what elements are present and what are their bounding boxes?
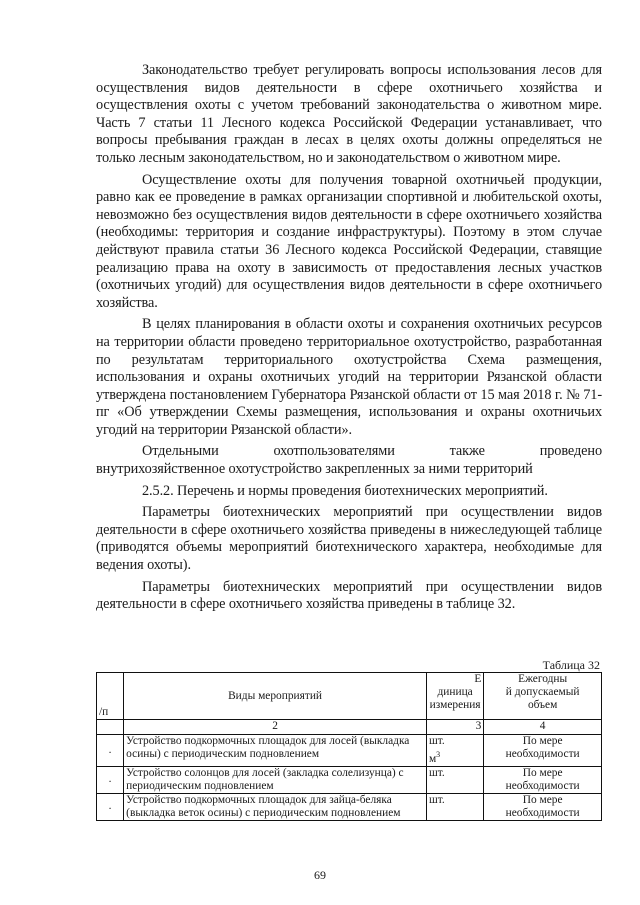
paragraph-hunters-line1: Отдельными охотпользователями также проведено — [142, 443, 602, 460]
col-number-4: 4 — [484, 720, 602, 735]
row-num: . — [97, 766, 124, 793]
header-volume-top: Ежегодны — [518, 673, 568, 685]
paragraph-params-1: Параметры биотехнических мероприятий при осуществлении видов деятельности в сфере охотничьего хозяйства приведены в нижеследующей таблице (приводятся объемы мероприятий биотехнического характера, необходимые для ведения охоты). — [96, 504, 602, 574]
row-activity: Устройство подкормочных площадок для зайца-беляка (выкладка веток осины) с периодическим подновлением — [124, 793, 427, 820]
header-volume — [484, 673, 602, 720]
header-num: /п — [97, 673, 124, 720]
row-num: . — [97, 735, 124, 767]
paragraph-planning: В целях планирования в области охоты и сохранения охотничьих ресурсов на территории области проведено территориальное охотустройство, разработанная по результатам территориального охотустройства Схема размещения, использования и охраны охотничьих угодий на территории Рязанской области утверждена постановлением Губернатора Рязанской области от 15 мая 2018 г. № 71-пг «Об утверждении Схемы размещения, использования и охраны охотничьих угодий на территории Рязанской области». — [96, 316, 602, 438]
header-unit-mid: диница — [437, 686, 473, 698]
document-body — [96, 62, 602, 618]
row-num: . — [97, 793, 124, 820]
page-number: 69 — [314, 868, 326, 882]
table-number-row — [97, 720, 602, 735]
col-number-1 — [97, 720, 124, 735]
paragraph-hunting: Осуществление охоты для получения товарной охотничьей продукции, равно как ее проведение в рамках организации спортивной и любительской охоты, невозможно без осуществления видов деятельности в сфере охотничьего хозяйства (необходимы: территория и создание инфраструктуры). Поэтому в этом случае действуют правила статьи 36 Лесного кодекса Российской Федерации, ставящие реализацию права на охоту в зависимость от предоставления лесных участков (охотничьих угодий) для осуществления видов деятельности в сфере охотничьего хозяйства. — [96, 171, 602, 311]
paragraph-legislation: Законодательство требует регулировать вопросы использования лесов для осуществления видов деятельности в сфере охотничьего хозяйства и осуществления охоты с учетом требований законодательства о животном мире. Часть 7 статьи 11 Лесного кодекса Российской Федерации устанавливает, что вопросы пребывания граждан в лесах в целях охоты должны определяться не только лесным законодательством, но и законодательством о животном мире. — [96, 62, 602, 166]
table-row — [97, 766, 602, 793]
row-unit-line1: шт. — [428, 735, 445, 747]
table-row — [97, 735, 602, 767]
header-unit — [426, 673, 483, 720]
header-volume-mid: й допускаемый — [505, 686, 580, 698]
header-activity: Виды мероприятий — [124, 673, 427, 720]
header-volume-bot: объем — [527, 699, 558, 711]
paragraph-params-2: Параметры биотехнических мероприятий при осуществлении видов деятельности в сфере охотничьего хозяйства приведены в таблице 32. — [96, 578, 602, 613]
table-header-row — [97, 673, 602, 720]
row-unit-line2: $м^3$ — [428, 750, 441, 765]
row-unit: шт. — [426, 793, 483, 820]
header-unit-top: Е — [474, 673, 482, 685]
biotech-table — [96, 672, 602, 821]
row-activity: Устройство подкормочных площадок для лосей (выкладка осины) с периодическим подновлением — [124, 735, 427, 767]
col-number-3: 3 — [426, 720, 483, 735]
row-volume: По мере необходимости — [484, 766, 602, 793]
row-volume: По мере необходимости — [484, 735, 602, 767]
row-volume: По мере необходимости — [484, 793, 602, 820]
header-unit-bot: измерения — [429, 699, 481, 711]
row-unit — [426, 735, 483, 767]
table-caption: Таблица 32 — [542, 658, 600, 672]
paragraph-hunters-line2: внутрихозяйственное охотустройство закрепленных за ними территорий — [96, 461, 533, 478]
row-activity: Устройство солонцов для лосей (закладка солелизунца) с периодическим подновлением — [124, 766, 427, 793]
section-heading: 2.5.2. Перечень и нормы проведения биотехнических мероприятий. — [142, 482, 548, 499]
row-unit: шт. — [426, 766, 483, 793]
col-number-2: 2 — [124, 720, 427, 735]
table-row — [97, 793, 602, 820]
